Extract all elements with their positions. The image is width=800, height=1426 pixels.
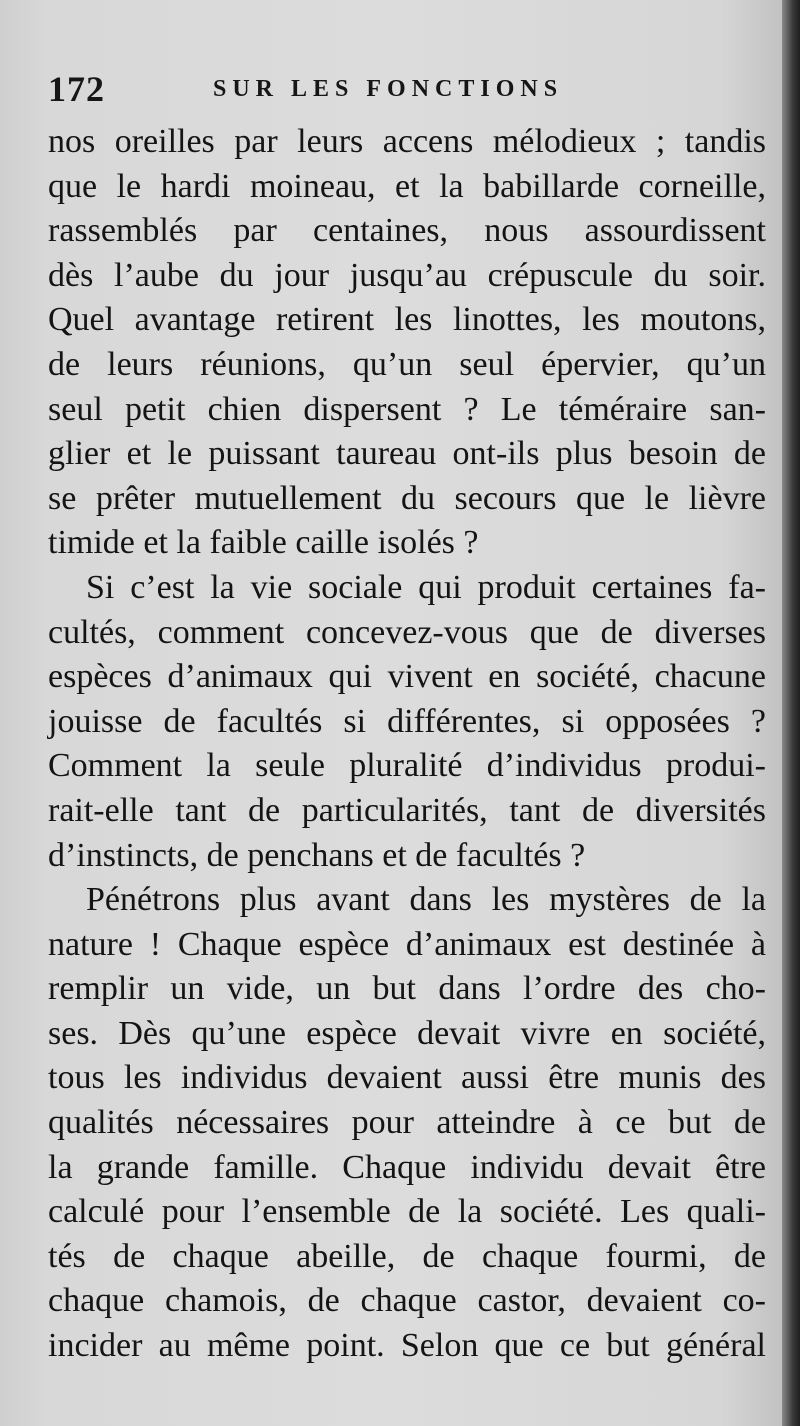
text-line: qualités nécessaires pour atteindre à ce but de — [48, 1104, 766, 1142]
text-line: la grande famille. Chaque individu devait être — [48, 1148, 766, 1186]
text-line: rait-elle tant de particularités, tant de diversités — [48, 791, 766, 829]
text-line: cultés, comment concevez-vous que de diverses — [48, 613, 766, 651]
page-number: 172 — [48, 69, 105, 109]
text-line: jouisse de facultés si différentes, si opposées ? — [48, 702, 766, 740]
text-line: nature ! Chaque espèce d’animaux est destinée à — [48, 925, 766, 963]
paragraph-end-line: d’instincts, de penchans et de facultés ? — [48, 836, 586, 874]
body-text — [48, 120, 766, 1369]
text-line: nos oreilles par leurs accens mélodieux ; tandis — [48, 123, 766, 160]
text-line: dès l’aube du jour jusqu’au crépuscule du soir. — [48, 256, 766, 294]
text-line: seul petit chien dispersent ? Le téméraire san- — [48, 390, 766, 428]
text-line: glier et le puissant taureau ont-ils plus besoin de — [48, 435, 766, 473]
text-line: de leurs réunions, qu’un seul épervier, qu’un — [48, 345, 766, 383]
text-line: Comment la seule pluralité d’individus produi- — [48, 747, 766, 785]
text-line: tés de chaque abeille, de chaque fourmi, de — [48, 1237, 766, 1275]
paragraph-end-line: timide et la faible caille isolés ? — [48, 524, 479, 562]
text-line: Quel avantage retirent les linottes, les moutons, — [48, 301, 766, 339]
text-line: chaque chamois, de chaque castor, devaient co- — [48, 1282, 766, 1320]
paragraph-start-line: Pénétrons plus avant dans les mystères de la — [86, 881, 766, 919]
page-gutter — [782, 0, 800, 1426]
text-line: que le hardi moineau, et la babillarde corneille, — [48, 167, 766, 205]
text-line: espèces d’animaux qui vivent en société, chacune — [48, 658, 766, 696]
text-line: rassemblés par centaines, nous assourdissent — [48, 212, 766, 250]
paragraph-start-line: Si c’est la vie sociale qui produit certaines fa- — [86, 568, 766, 606]
text-line: incider au même point. Selon que ce but général — [48, 1327, 766, 1365]
text-line: ses. Dès qu’une espèce devait vivre en société, — [48, 1014, 766, 1052]
text-line: tous les individus devaient aussi être munis des — [48, 1059, 766, 1097]
text-line: remplir un vide, un but dans l’ordre des cho- — [48, 970, 766, 1008]
text-line: calculé pour l’ensemble de la société. Les quali- — [48, 1193, 766, 1231]
running-title: SUR LES FONCTIONS — [213, 76, 564, 102]
text-line: se prêter mutuellement du secours que le lièvre — [48, 479, 766, 517]
running-head — [48, 68, 748, 112]
